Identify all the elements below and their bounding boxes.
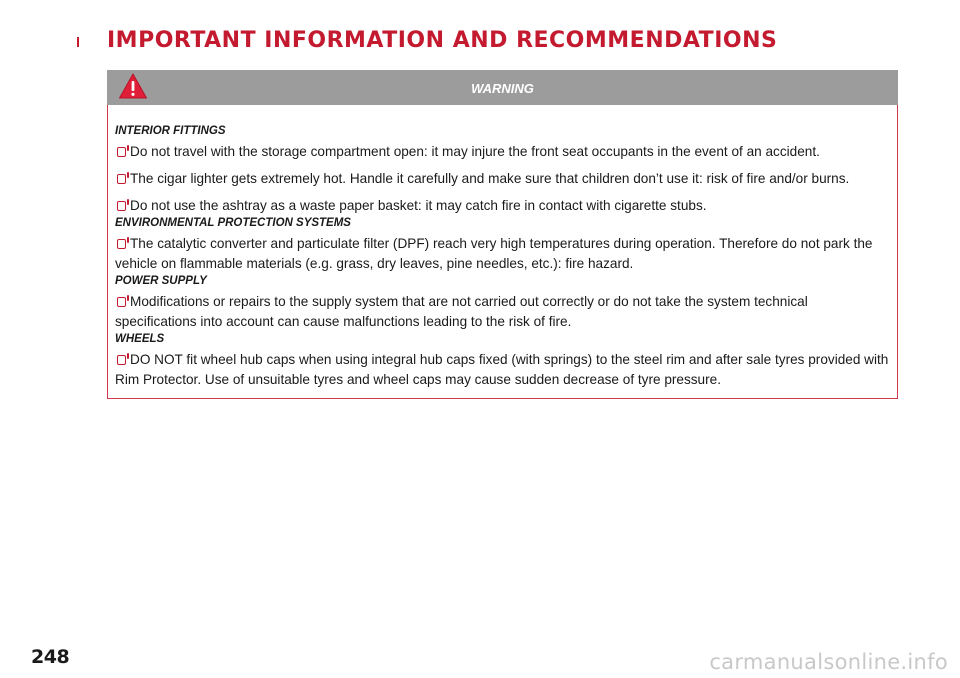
list-item-text: Modifications or repairs to the supply system that are not carried out correctly or do not take the system technical specifications into account can cause malfunctions leading to the risk of fire.: [115, 294, 808, 329]
checkbox-bullet-icon: [117, 239, 126, 249]
warning-label: WARNING: [471, 81, 534, 96]
checkbox-bullet-icon: [117, 355, 126, 365]
warning-header: [107, 70, 898, 105]
watermark: carmanualsonline.info: [709, 650, 948, 674]
checkbox-bullet-icon: [117, 297, 126, 307]
list-item: [115, 169, 889, 189]
list-item-text: DO NOT fit wheel hub caps when using integral hub caps fixed (with springs) to the steel rim and after sale tyres provided with Rim Protector. Use of unsuitable tyres and wheel caps may cause sudden decrease of tyre pressure.: [115, 352, 889, 387]
warning-content: [115, 124, 889, 390]
list-item-text: Do not use the ashtray as a waste paper basket: it may catch fire in contact with cigarette stubs.: [130, 198, 707, 213]
list-item-text: The catalytic converter and particulate filter (DPF) reach very high temperatures during operation. Therefore do not park the vehicle on flammable materials (e.g. grass, dry leaves, pine needles, etc.): fire hazard.: [115, 236, 873, 271]
section-heading-wheels: WHEELS: [115, 333, 165, 345]
checkbox-bullet-icon: [117, 147, 126, 157]
section-heading-power-supply: POWER SUPPLY: [115, 275, 207, 287]
list-item-text: The cigar lighter gets extremely hot. Handle it carefully and make sure that children don’t use it: risk of fire and/or burns.: [130, 171, 850, 186]
warning-box: [107, 70, 898, 399]
checkbox-bullet-icon: [117, 174, 126, 184]
list-item: [115, 234, 889, 274]
section-heading-interior-fittings: INTERIOR FITTINGS: [115, 125, 226, 137]
list-item: [115, 196, 889, 216]
list-item-text: Do not travel with the storage compartment open: it may injure the front seat occupants in the event of an accident.: [130, 144, 820, 159]
page-number: 248: [31, 646, 70, 668]
checkbox-bullet-icon: [117, 201, 126, 211]
list-item: [115, 292, 889, 332]
list-item: [115, 142, 889, 162]
section-heading-environmental-protection: ENVIRONMENTAL PROTECTION SYSTEMS: [115, 217, 351, 229]
chapter-edge-mark: [77, 37, 79, 47]
list-item: [115, 350, 889, 390]
page-title: IMPORTANT INFORMATION AND RECOMMENDATIONS: [107, 28, 778, 53]
